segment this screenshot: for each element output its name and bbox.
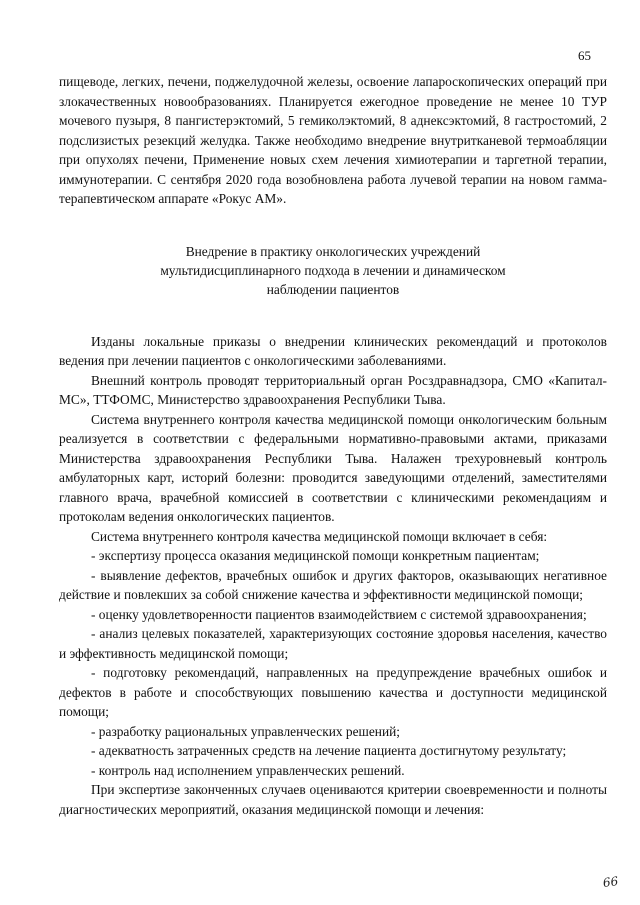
list-item: - анализ целевых показателей, характеризующих состояние здоровья населения, качество и эффективность медицинской помощи; — [59, 626, 607, 661]
paragraph: При экспертизе законченных случаев оцениваются критерии своевременности и полноты диагностических мероприятий, оказания медицинской помощи и лечения: — [59, 782, 607, 817]
section-heading-line: мультидисциплинарного подхода в лечении и динамическом — [160, 262, 506, 278]
page-number: 65 — [578, 48, 591, 63]
list-item: - подготовку рекомендаций, направленных на предупреждение врачебных ошибок и дефектов в работе и способствующих повышению качества и доступности медицинской помощи; — [59, 665, 607, 719]
paragraph: Система внутреннего контроля качества медицинской помощи включает в себя: — [91, 528, 548, 544]
list-item: - экспертизу процесса оказания медицинской помощи конкретным пациентам; — [91, 548, 540, 563]
paragraph: Изданы локальные приказы о внедрении клинических рекомендаций и протоколов ведения при лечении пациентов с онкологическими заболеваниями. — [59, 333, 607, 368]
body-section — [59, 332, 607, 820]
list-item: - разработку рациональных управленческих решений; — [91, 723, 401, 739]
section-heading — [59, 242, 607, 299]
paragraph: Внешний контроль проводят территориальный орган Росздравнадзора, СМО «Капитал-МС», ТТФОМС, Министерство здравоохранения Республики Тыва. — [59, 372, 607, 407]
list-item: - выявление дефектов, врачебных ошибок и других факторов, оказывающих негативное действие и повлекших за собой снижение качества и эффективности медицинской помощи; — [59, 567, 607, 602]
page-content — [59, 72, 607, 819]
list-item: - оценку удовлетворенности пациентов взаимодействием с системой здравоохранения; — [91, 606, 587, 622]
list-item: - контроль над исполнением управленческих решений. — [91, 762, 405, 778]
handwritten-page-mark: 66 — [601, 873, 619, 890]
intro-section — [59, 72, 607, 209]
list-item: - адекватность затраченных средств на лечение пациента достигнутому результату; — [91, 743, 567, 758]
section-heading-line: наблюдении пациентов — [266, 281, 400, 297]
section-heading-line: Внедрение в практику онкологических учреждений — [185, 243, 481, 259]
paragraph: Система внутреннего контроля качества медицинской помощи онкологическим больным реализуется в соответствии с федеральными нормативно-правовыми актами, приказами Министерства здравоохранения Республики Тыва. Налажен трехуровневый контроль амбулаторных карт, историй болезни: проводится заведующими отделений, заместителями главного врача, врачебной комиссией в соответствии с клиническими рекомендациям и протоколам ведения онкологических пациентов. — [59, 411, 607, 524]
intro-paragraph: пищеводе, легких, печени, поджелудочной железы, освоение лапароскопических операций при злокачественных новообразованиях. Планируется ежегодное проведение не менее 10 ТУР мочевого пузыря, 8 пангистерэктомий, 5 гемиколэктомий, 8 аднексэктомий, 8 гастростомий, 2 подслизистых резекций желудка. Также необходимо внедрение внутритканевой термоабляции при опухолях печени, Применение новых схем лечения химиотерапии и таргетной терапии, иммунотерапии. С сентября 2020 года возобновлена работа лучевой терапии на новом гамма-терапевтическом аппарате «Рокус АМ». — [59, 74, 607, 206]
